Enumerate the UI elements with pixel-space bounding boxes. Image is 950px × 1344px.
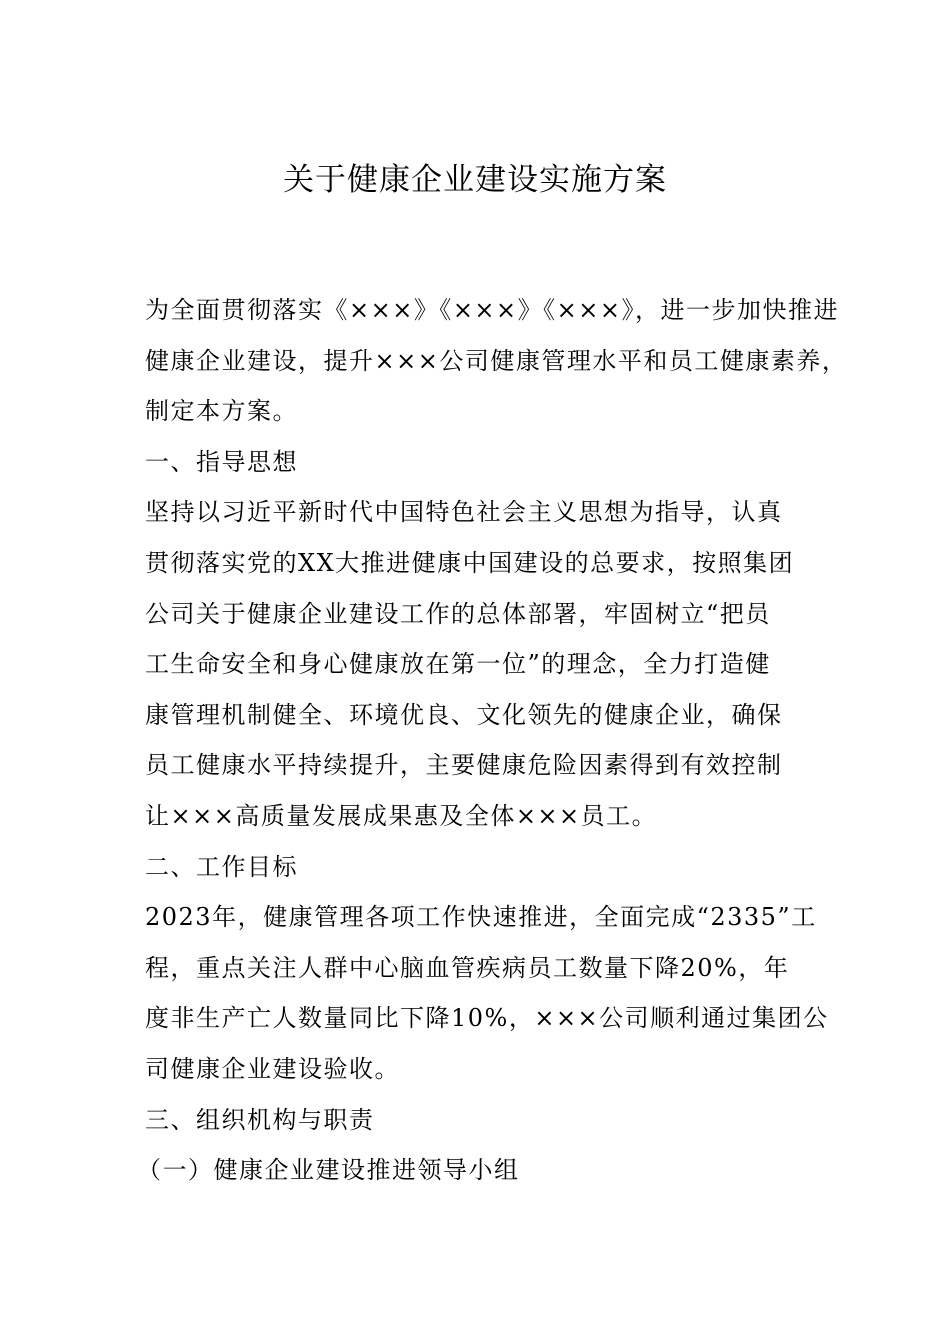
paragraph-line: 制定本方案。 [145,397,298,426]
paragraph-line: 坚持以习近平新时代中国特色社会主义思想为指导，认真 [145,498,783,527]
paragraph-line: 为全面贯彻落实《×××》《×××》《×××》，进一步加快推进 [145,296,839,324]
subsection-heading-leading-group: （一）健康企业建设推进领导小组 [137,1156,520,1185]
paragraph-line: 员工健康水平持续提升，主要健康危险因素得到有效控制 [145,751,783,780]
paragraph-line: 司健康企业建设验收。 [145,1054,400,1083]
paragraph-line: 度非生产亡人数量同比下降10%，×××公司顺利通过集团公 [145,1004,829,1033]
document-body [137,285,848,1196]
paragraph-line: 健康企业建设，提升×××公司健康管理水平和员工健康素养， [145,346,848,375]
section-heading-work-goals: 二、工作目标 [145,852,298,881]
section-heading-guiding-ideology: 一、指导思想 [145,447,298,476]
section-heading-organization: 三、组织机构与职责 [145,1105,375,1134]
paragraph-line: 康管理机制健全、环境优良、文化领先的健康企业，确保 [145,700,783,729]
paragraph-line: 公司关于健康企业建设工作的总体部署，牢固树立“把员 [145,599,771,628]
paragraph-line: 程，重点关注人群中心脑血管疾病员工数量下降20%，年 [145,953,790,982]
paragraph-line: 工生命安全和身心健康放在第一位”的理念，全力打造健 [145,650,771,679]
paragraph-line: 让×××高质量发展成果惠及全体×××员工。 [145,801,658,830]
paragraph-line: 贯彻落实党的XX大推进健康中国建设的总要求，按照集团 [145,548,795,577]
paragraph-line: 2023年，健康管理各项工作快速推进，全面完成“2335”工 [145,903,817,932]
document-title: 关于健康企业建设实施方案 [283,162,667,198]
